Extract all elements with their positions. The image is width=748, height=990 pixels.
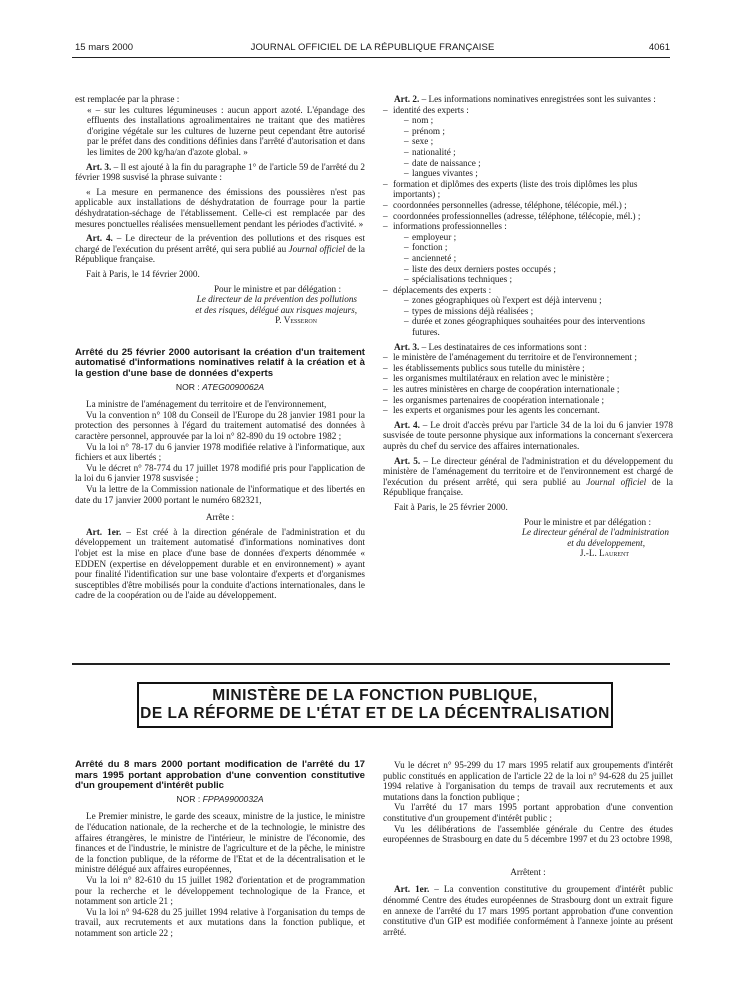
left-column-bottom — [75, 760, 365, 939]
list-item-text: déplacements des experts : — [393, 284, 492, 295]
arrete-word: Arrête : — [205, 512, 235, 523]
recipients-list — [383, 352, 673, 416]
article-label: Art. 3. — [394, 341, 420, 352]
ministry-heading-line: MINISTÈRE DE LA FONCTION PUBLIQUE, — [212, 687, 538, 704]
article-text: de la République française. — [383, 476, 673, 498]
list-item: – les établissements publics sous tutelle du ministère ; — [383, 363, 673, 374]
article-1 — [383, 884, 673, 937]
article-label: Art. 3. — [86, 161, 112, 172]
section-rule — [72, 663, 670, 665]
signature-date: Fait à Paris, le 25 février 2000. — [394, 501, 508, 512]
list-item: – spécialisations techniques ; — [404, 274, 673, 285]
list-item: – les experts et organismes pour les agents les concernant. — [383, 405, 673, 416]
page-header — [75, 42, 670, 56]
paragraph: Vu l'arrêté du 17 mars 1995 portant approbation d'une convention constitutive d'un groupement d'intérêt public ; — [383, 802, 673, 823]
sub-list — [393, 295, 673, 337]
paragraph: Vu les délibérations de l'assemblée générale du Centre des études européennes de Strasbourg en date du 5 décembre 1997 et du 23 octobre 1998, — [383, 823, 673, 845]
list-item-text: identité des experts : — [393, 104, 469, 115]
signature-block — [75, 284, 365, 326]
article-3 — [75, 162, 365, 183]
paragraph: Le Premier ministre, le garde des sceaux, ministre de la justice, le ministre de l'éducation nationale, de la recherche et de la technologie, le ministre des affaires étrangères, le ministre de l'intérieur, le ministre de l'économie, des finances et de l'industrie, le ministre de l'agriculture et de la pêche, le ministre de la fonction publique, de la réforme de l'Etat et de la décentralisation et le ministre délégué aux affaires européennes, — [75, 811, 365, 875]
article-text: – Le directeur de la prévention des pollutions et des risques est chargé de l'exécution du présent arrêté, qui sera publié au — [75, 233, 365, 254]
list-item: – sexe ; — [404, 136, 673, 147]
nor-code: FPPA9900032A — [202, 793, 264, 804]
list-item: – coordonnées professionnelles (adresse, téléphone, télécopie, mél.) ; — [383, 211, 673, 222]
arrete-section — [75, 348, 365, 601]
signature-line: et du développement, — [567, 537, 645, 548]
list-item: – les organismes multilatéraux en relation avec le ministère ; — [383, 373, 673, 384]
left-column-top — [75, 94, 365, 601]
list-item: – date de naissance ; — [404, 158, 673, 169]
list-item: – zones géographiques où l'expert est déjà intervenu ; — [404, 295, 673, 306]
article-text: de la République française. — [75, 243, 365, 265]
paragraph: Vu le décret n° 95-299 du 17 mars 1995 relatif aux groupements d'intérêt public constitués en application de l'article 22 de la loi n° 94-628 du 25 juillet 1994 relative à l'organisation du temps de travail aux recrutements et aux mutations dans la fonction publique ; — [383, 760, 673, 802]
list-item — [383, 105, 673, 179]
signature-block — [383, 517, 673, 559]
page-number: 4061 — [648, 42, 670, 53]
nor-reference — [75, 382, 365, 393]
article-label: Art. 1er. — [394, 884, 430, 895]
list-item: – types de missions déjà réalisées ; — [404, 306, 673, 317]
paragraph: Vu la lettre de la Commission nationale de l'informatique et des libertés en date du 17 janvier 2000 portant le numéro 682321, — [75, 484, 365, 505]
article-3 — [383, 342, 673, 353]
signature-line: Pour le ministre et par délégation : — [523, 516, 651, 527]
list-item: – nationalité ; — [404, 147, 673, 158]
list-item: – nom ; — [404, 115, 673, 126]
list-item: – les organismes partenaires de coopération internationale ; — [383, 395, 673, 406]
nor-label: NOR : — [175, 381, 203, 392]
arretent-word: Arrêtent : — [510, 866, 546, 877]
signature-line: et des risques, délégué aux risques majeurs, — [195, 304, 357, 315]
paragraph: est remplacée par la phrase : — [75, 94, 180, 104]
ministry-heading-box — [137, 682, 613, 728]
article-1 — [75, 527, 365, 601]
paragraph: Vu la loi n° 82-610 du 15 juillet 1982 d'orientation et de programmation pour la recherche et le développement technologique de la France, et notamment son article 21 ; — [75, 874, 365, 907]
right-column-bottom — [383, 760, 673, 937]
article-label: Art. 5. — [394, 455, 421, 466]
right-column-top — [383, 94, 673, 559]
nor-reference — [75, 794, 365, 805]
journal-name: Journal officiel — [586, 476, 647, 487]
article-label: Art. 1er. — [86, 526, 122, 537]
article-text: – Les informations nominatives enregistrées sont les suivantes : — [419, 94, 656, 104]
article-label: Art. 4. — [86, 233, 113, 244]
header-date: 15 mars 2000 — [75, 42, 134, 53]
article-label: Art. 4. — [394, 419, 420, 430]
list-item: – prénom ; — [404, 126, 673, 137]
list-item: – langues vivantes ; — [404, 168, 673, 179]
signatory-name: P. Vesseron — [275, 315, 317, 326]
list-item: – formation et diplômes des experts (liste des trois diplômes les plus importants) ; — [383, 179, 673, 200]
journal-name: Journal officiel — [288, 243, 345, 254]
signature-line: Le directeur de la prévention des pollutions — [196, 294, 357, 305]
list-item: – durée et zones géographiques souhaitées pour des interventions futures. — [404, 316, 673, 337]
article-5 — [383, 456, 673, 498]
arrete-title: Arrêté du 25 février 2000 autorisant la création d'un traitement automatisé d'informations nominatives relatif à la création et à la gestion d'une base de données d'experts — [75, 346, 365, 380]
list-item-text: informations professionnelles : — [393, 221, 507, 232]
article-text: – Le directeur général de l'administration et du développement du ministère de l'aménagement du territoire et de l'environnement est chargé de l'exécution du présent arrêté, qui sera publié au — [383, 455, 673, 487]
paragraph: Vu la loi n° 78-17 du 6 janvier 1978 modifiée relative à l'informatique, aux fichiers et aux libertés ; — [75, 441, 365, 463]
article-text: – Il est ajouté à la fin du paragraphe 1° de l'article 59 de l'arrêté du 2 février 1998 susvisé la phrase suivante : — [75, 161, 365, 183]
ministry-heading-line: DE LA RÉFORME DE L'ÉTAT ET DE LA DÉCENTRALISATION — [140, 705, 610, 722]
list-item: – coordonnées personnelles (adresse, téléphone, télécopie, mél.) ; — [383, 200, 673, 211]
article-text: – Est créé à la direction générale de l'administration et du développement un traitement automatisé d'informations nominatives dont l'objet est la mise en place d'une base de données d'experts dénommée « EDDEN (expertise en développement durable et en environnement) » ayant pour finalité l'identification sur une base volontaire d'experts et d'organismes susceptibles d'être mobilisés pour la conduite d'actions internationales, dans le cadre de la coopération ou de l'aide au développement. — [75, 526, 365, 601]
quote-paragraph: « La mesure en permanence des émissions des poussières n'est pas applicable aux installations de déshydratation de fourrage pour la partie déshydratation-séchage de l'établissement. Celle-ci est remplacée par des mesures ponctuelles réalisées mensuellement pendant les périodes d'activité. » — [75, 186, 365, 229]
paragraph: Vu le décret n° 78-774 du 17 juillet 1978 modifié pris pour l'application de la loi du 6 janvier 1978 susvisée ; — [75, 462, 365, 484]
article-label: Art. 2. — [394, 94, 420, 104]
article-text: – Le droit d'accès prévu par l'article 34 de la loi du 6 janvier 1978 susvisée de toute personne physique aux informations la concernant s'exercera auprès du chef du service des affaires internationales. — [383, 419, 673, 451]
list-item: – les autres ministères en charge de coopération internationale ; — [383, 384, 673, 395]
arrete-title: Arrêté du 8 mars 2000 portant modification de l'arrêté du 17 mars 1995 portant approbation d'une convention constitutive d'un groupement d'intérêt public — [75, 759, 365, 792]
header-rule — [72, 57, 670, 58]
article-text: – La convention constitutive du groupement d'intérêt public dénommé Centre des études européennes de Strasbourg dont un extrait figure en annexe de l'arrêté du 17 mars 1995 portant approbation d'une convention constitutive d'un GIP est modifiée conformément à l'annexe jointe au présent arrêté. — [383, 884, 673, 937]
signature-line: Pour le ministre et par délégation : — [213, 283, 341, 294]
list-item — [383, 221, 673, 285]
nor-code: ATEG0090062A — [202, 381, 265, 392]
paragraph: Vu la convention n° 108 du Conseil de l'Europe du 28 janvier 1981 pour la protection des personnes à l'égard du traitement automatisé des données à caractère personnel, approuvée par la loi n° 82-890 du 19 octobre 1982 ; — [75, 409, 365, 442]
nor-label: NOR : — [176, 793, 203, 804]
signatory-name: J.-L. Laurent — [579, 548, 629, 559]
list-item — [383, 285, 673, 338]
list-item: – fonction ; — [404, 242, 673, 253]
article-2 — [383, 94, 673, 105]
article-text: – Les destinataires de ces informations sont : — [419, 341, 587, 352]
info-list — [383, 105, 673, 338]
paragraph: La ministre de l'aménagement du territoire et de l'environnement, — [86, 399, 327, 410]
paragraph: Vu la loi n° 94-628 du 25 juillet 1994 relative à l'organisation du temps de travail, aux recrutements et aux mutations dans la fonction publique, et notamment son article 22 ; — [75, 906, 365, 938]
signature-line: Le directeur général de l'administration — [521, 527, 669, 538]
quote-paragraph: « – sur les cultures légumineuses : aucun apport azoté. L'épandage des effluents des installations agroalimentaires ne traitant que des matières d'origine végétale sur les cultures de luzerne peut cependant être autorisé par le préfet dans des conditions définies dans l'arrêté d'autorisation et dans les limites de 200 kg/ha/an d'azote global. » — [87, 104, 365, 157]
journal-title: JOURNAL OFFICIEL DE LA RÉPUBLIQUE FRANÇAISE — [250, 42, 495, 53]
list-item: – liste des deux derniers postes occupés ; — [404, 264, 673, 275]
signature-date: Fait à Paris, le 14 février 2000. — [86, 268, 200, 279]
list-item: – employeur ; — [404, 232, 673, 243]
list-item: – ancienneté ; — [404, 253, 673, 264]
sub-list — [393, 232, 673, 285]
list-item: – le ministère de l'aménagement du territoire et de l'environnement ; — [383, 352, 673, 363]
article-4 — [383, 420, 673, 452]
article-4 — [75, 233, 365, 265]
sub-list — [393, 115, 673, 179]
